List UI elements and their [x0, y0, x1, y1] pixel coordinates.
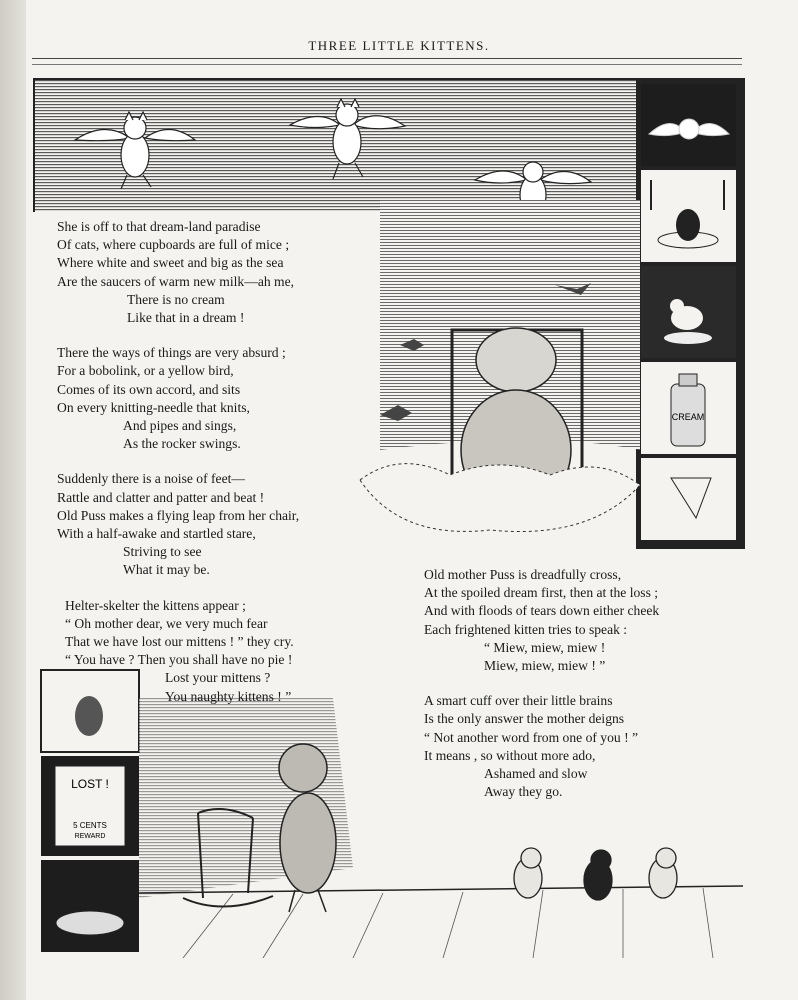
poem-line: Old Puss makes a flying leap from her chair, — [57, 507, 300, 523]
jug-label: CREAM — [671, 412, 705, 422]
poem-line: For a bobolink, or a yellow bird, — [57, 363, 234, 379]
vignette-strip — [636, 78, 745, 549]
poem-line: With a half-awake and startled stare, — [57, 526, 256, 542]
kitten-figure — [649, 848, 677, 898]
stanza — [57, 218, 299, 327]
poem-line: Each frightened kitten tries to speak : — [424, 621, 628, 637]
kitten-figure — [514, 848, 542, 898]
vignette-bird-plate — [641, 266, 736, 358]
poem-line: Striving to see — [123, 544, 202, 560]
poem-line: And with floods of tears down either cheek — [424, 603, 660, 619]
poster-reward-label: REWARD — [74, 833, 106, 840]
poem-line: “ Oh mother dear, we very much fear — [65, 615, 268, 631]
poster-reward-amount: 5 CENTS — [73, 821, 107, 830]
poster-lost-text: LOST ! — [71, 777, 109, 791]
poem-line: Like that in a dream ! — [127, 310, 245, 326]
vignette-angel-cat — [641, 84, 736, 166]
kitten-figure — [584, 850, 612, 900]
mother-cat-dreaming-illustration — [340, 200, 640, 545]
poem-line: There the ways of things are very absurd ; — [57, 345, 286, 361]
poem-line: On every knitting-needle that knits, — [57, 399, 250, 415]
poem-line: Suddenly there is a noise of feet— — [57, 471, 245, 487]
poem-line: Old mother Puss is dreadfully cross, — [424, 567, 622, 582]
poem-line: Away they go. — [484, 784, 563, 800]
poem-right-column — [424, 566, 659, 818]
stanza — [57, 344, 299, 453]
poem-line: Are the saucers of warm new milk—ah me, — [57, 273, 295, 289]
vignette-empty-dish — [641, 458, 736, 540]
poem-line: “ You have ? Then you shall have no pie ! — [65, 652, 293, 668]
poem-line: And pipes and sings, — [123, 418, 237, 434]
poem-line: It means , so without more ado, — [424, 747, 596, 763]
stanza — [424, 566, 659, 675]
poem-line: Miew, miew, miew ! ” — [484, 658, 606, 674]
poem-line: She is off to that dream-land paradise — [57, 219, 261, 234]
poem-line: There is no cream — [127, 291, 225, 307]
poem-line: You naughty kittens ! ” — [165, 688, 292, 704]
poem-line: Rattle and clatter and patter and beat ! — [57, 489, 265, 505]
poem-line: Helter-skelter the kittens appear ; — [65, 597, 246, 613]
vignette-cream-jug — [641, 362, 736, 454]
stanza — [57, 470, 299, 579]
poem-line: What it may be. — [123, 562, 210, 578]
poem-line: Of cats, where cupboards are full of mice ; — [57, 237, 290, 253]
title-rule-thin — [32, 64, 742, 65]
sky-illustration — [33, 78, 638, 212]
title-rule — [32, 58, 742, 59]
vignette-mouse-plate — [641, 170, 736, 262]
stanza — [424, 692, 659, 801]
stanza — [57, 597, 299, 706]
poem-line: As the rocker swings. — [123, 436, 241, 452]
poem-line: Ashamed and slow — [484, 766, 588, 782]
poem-line: “ Miew, miew, miew ! — [484, 639, 606, 655]
poem-line: That we have lost our mittens ! ” they cry. — [65, 634, 294, 650]
poem-line: At the spoiled dream first, then at the loss ; — [424, 585, 659, 601]
poem-line: “ Not another word from one of you ! ” — [424, 729, 639, 745]
book-spine-shadow — [0, 0, 26, 1000]
poem-left-column — [57, 218, 299, 723]
poem-line: Comes of its own accord, and sits — [57, 381, 241, 397]
running-title: THREE LITTLE KITTENS. — [308, 38, 490, 53]
poem-line: Where white and sweet and big as the sea — [57, 255, 284, 271]
mother-cat-figure — [279, 744, 336, 912]
poem-line: Lost your mittens ? — [165, 670, 271, 686]
poem-line: A smart cuff over their little brains — [424, 693, 613, 709]
poem-line: Is the only answer the mother deigns — [424, 711, 625, 727]
